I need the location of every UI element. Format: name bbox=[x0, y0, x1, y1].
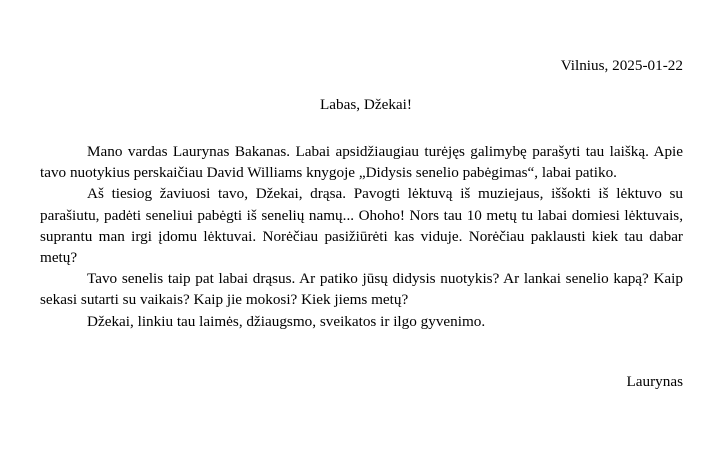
signature: Laurynas bbox=[626, 373, 683, 390]
paragraph-questions: Tavo senelis taip pat labai drąsus. Ar patiko jūsų didysis nuotykis? Ar lankai senelio kapą? Kaip sekasi sutarti su vaikais? Kaip jie mokosi? Kiek jiems metų? bbox=[40, 270, 683, 309]
paragraph-wishes: Džekai, linkiu tau laimės, džiaugsmo, sveikatos ir ilgo gyvenimo. bbox=[87, 312, 486, 330]
place-date: Vilnius, 2025-01-22 bbox=[560, 57, 683, 74]
letter-body bbox=[40, 141, 683, 332]
greeting: Labas, Džekai! bbox=[320, 96, 412, 113]
paragraph-admiration: Aš tiesiog žaviuosi tavo, Džekai, drąsa. Pavogti lėktuvą iš muziejaus, iššokti iš lėktuvo su parašiutu, padėti seneliui pabėgti iš senelių namų... Ohoho! Nors tau 10 metų tu labai domiesi lėktuvais, suprantu man irgi įdomu lėktuvai. Norėčiau pasižiūrėti kas viduje. Norėčiau paklausti kiek tau dabar metų? bbox=[40, 185, 683, 267]
paragraph-intro: Mano vardas Laurynas Bakanas. Labai apsidžiaugiau turėjęs galimybę parašyti tau laišką. Apie tavo nuotykius perskaičiau David Williams knygoje „Didysis senelio pabėgimas“, labai patiko. bbox=[40, 143, 683, 182]
